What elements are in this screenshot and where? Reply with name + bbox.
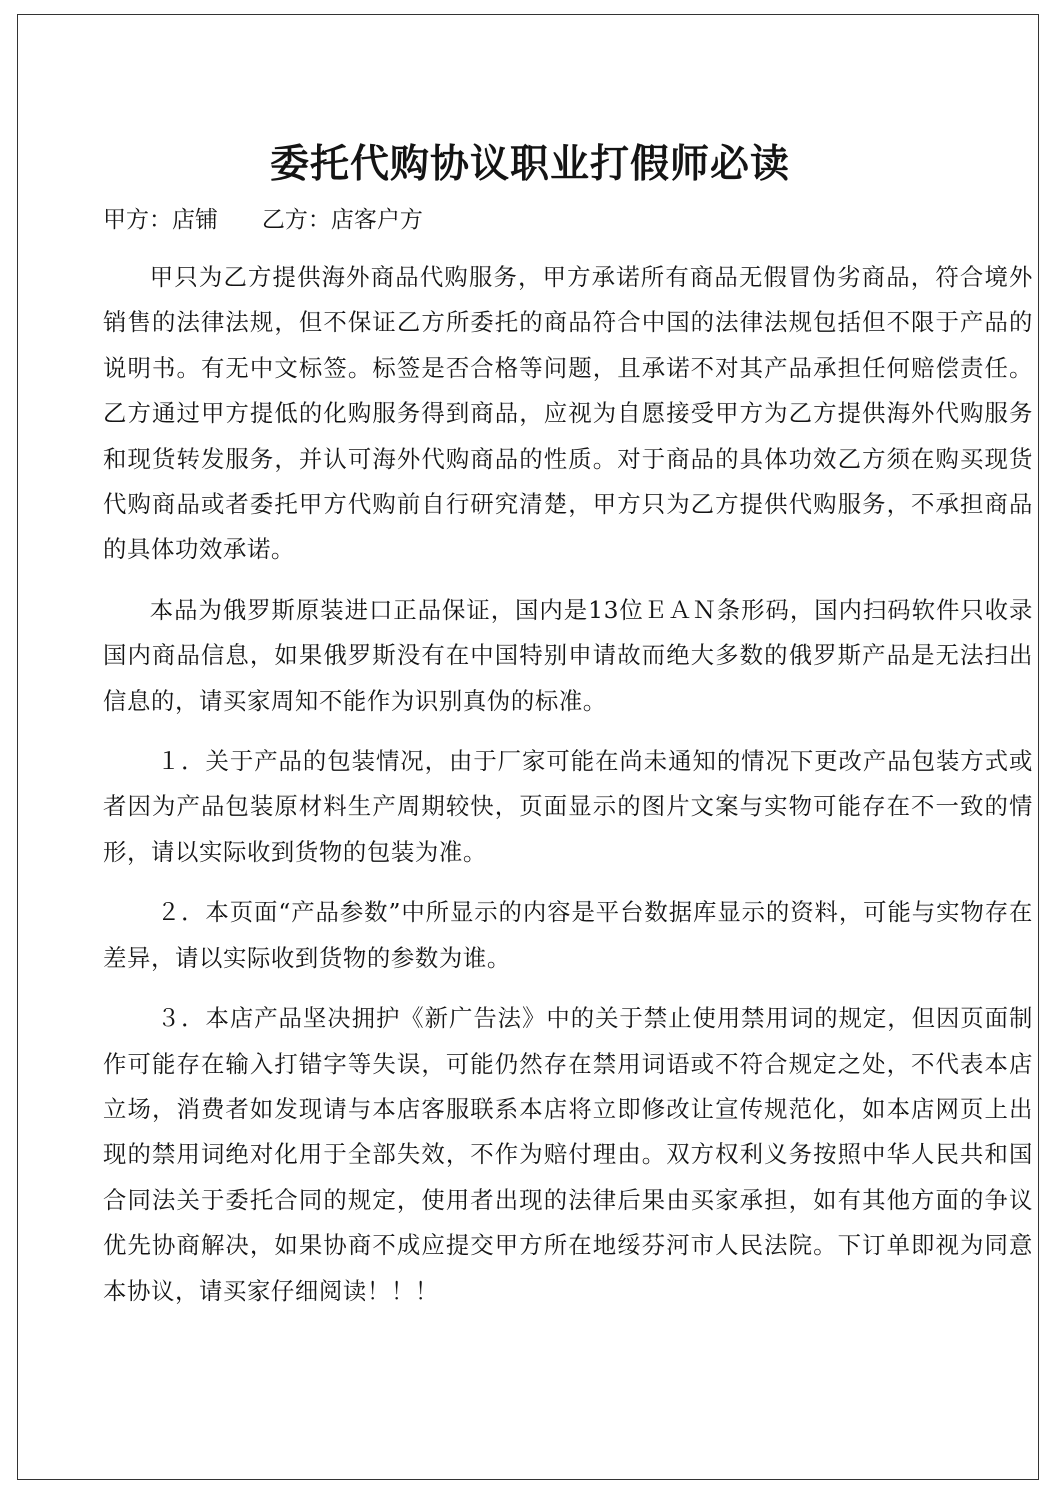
clause-1-packaging: １．关于产品的包装情况，由于厂家可能在尚未通知的情况下更改产品包装方式或者因为产品包装原材料生产周期较快，页面显示的图片文案与实物可能存在不一致的情形，请以实际收到货物的包装为准。 (103, 747, 1033, 866)
paragraph-barcode-notice: 本品为俄罗斯原装进口正品保证，国内是13位ＥＡＮ条形码，国内扫码软件只收录国内商品信息，如果俄罗斯没有在中国特别申请故而绝大多数的俄罗斯产品是无法扫出信息的，请买家周知不能作为识别真伪的标准。 (103, 595, 1033, 715)
agreement-body (103, 255, 1033, 1329)
clause-2-parameters: ２．本页面“产品参数”中所显示的内容是平台数据库显示的资料，可能与实物存在差异，请以实际收到货物的参数为谁。 (103, 898, 1033, 972)
parties-line: 甲方：店铺 乙方：店客户方 (103, 207, 423, 233)
paragraph-service-terms: 甲只为乙方提供海外商品代购服务，甲方承诺所有商品无假冒伪劣商品，符合境外销售的法律法规，但不保证乙方所委托的商品符合中国的法律法规包括但不限于产品的说明书。有无中文标签。标签是否合格等问题，且承诺不对其产品承担任何赔偿责任。乙方通过甲方提低的化购服务得到商品，应视为自愿接受甲方为乙方提供海外代购服务和现货转发服务，并认可海外代购商品的性质。对于商品的具体功效乙方须在购买现货代购商品或者委托甲方代购前自行研究清楚，甲方只为乙方提供代购服务，不承担商品的具体功效承诺。 (103, 263, 1033, 564)
clause-3-advertising-law: ３．本店产品坚决拥护《新广告法》中的关于禁止使用禁用词的规定，但因页面制作可能存在输入打错字等失误，可能仍然存在禁用词语或不符合规定之处，不代表本店立场，消费者如发现请与本店客服联系本店将立即修改让宣传规范化，如本店网页上出现的禁用词绝对化用于全部失效，不作为赔付理由。双方权利义务按照中华人民共和国合同法关于委托合同的规定，使用者出现的法律后果由买家承担，如有其他方面的争议优先协商解决，如果协商不成应提交甲方所在地绥芬河市人民法院。下订单即视为同意本协议，请买家仔细阅读！！！ (103, 1004, 1033, 1305)
document-title: 委托代购协议职业打假师必读 (269, 141, 790, 187)
